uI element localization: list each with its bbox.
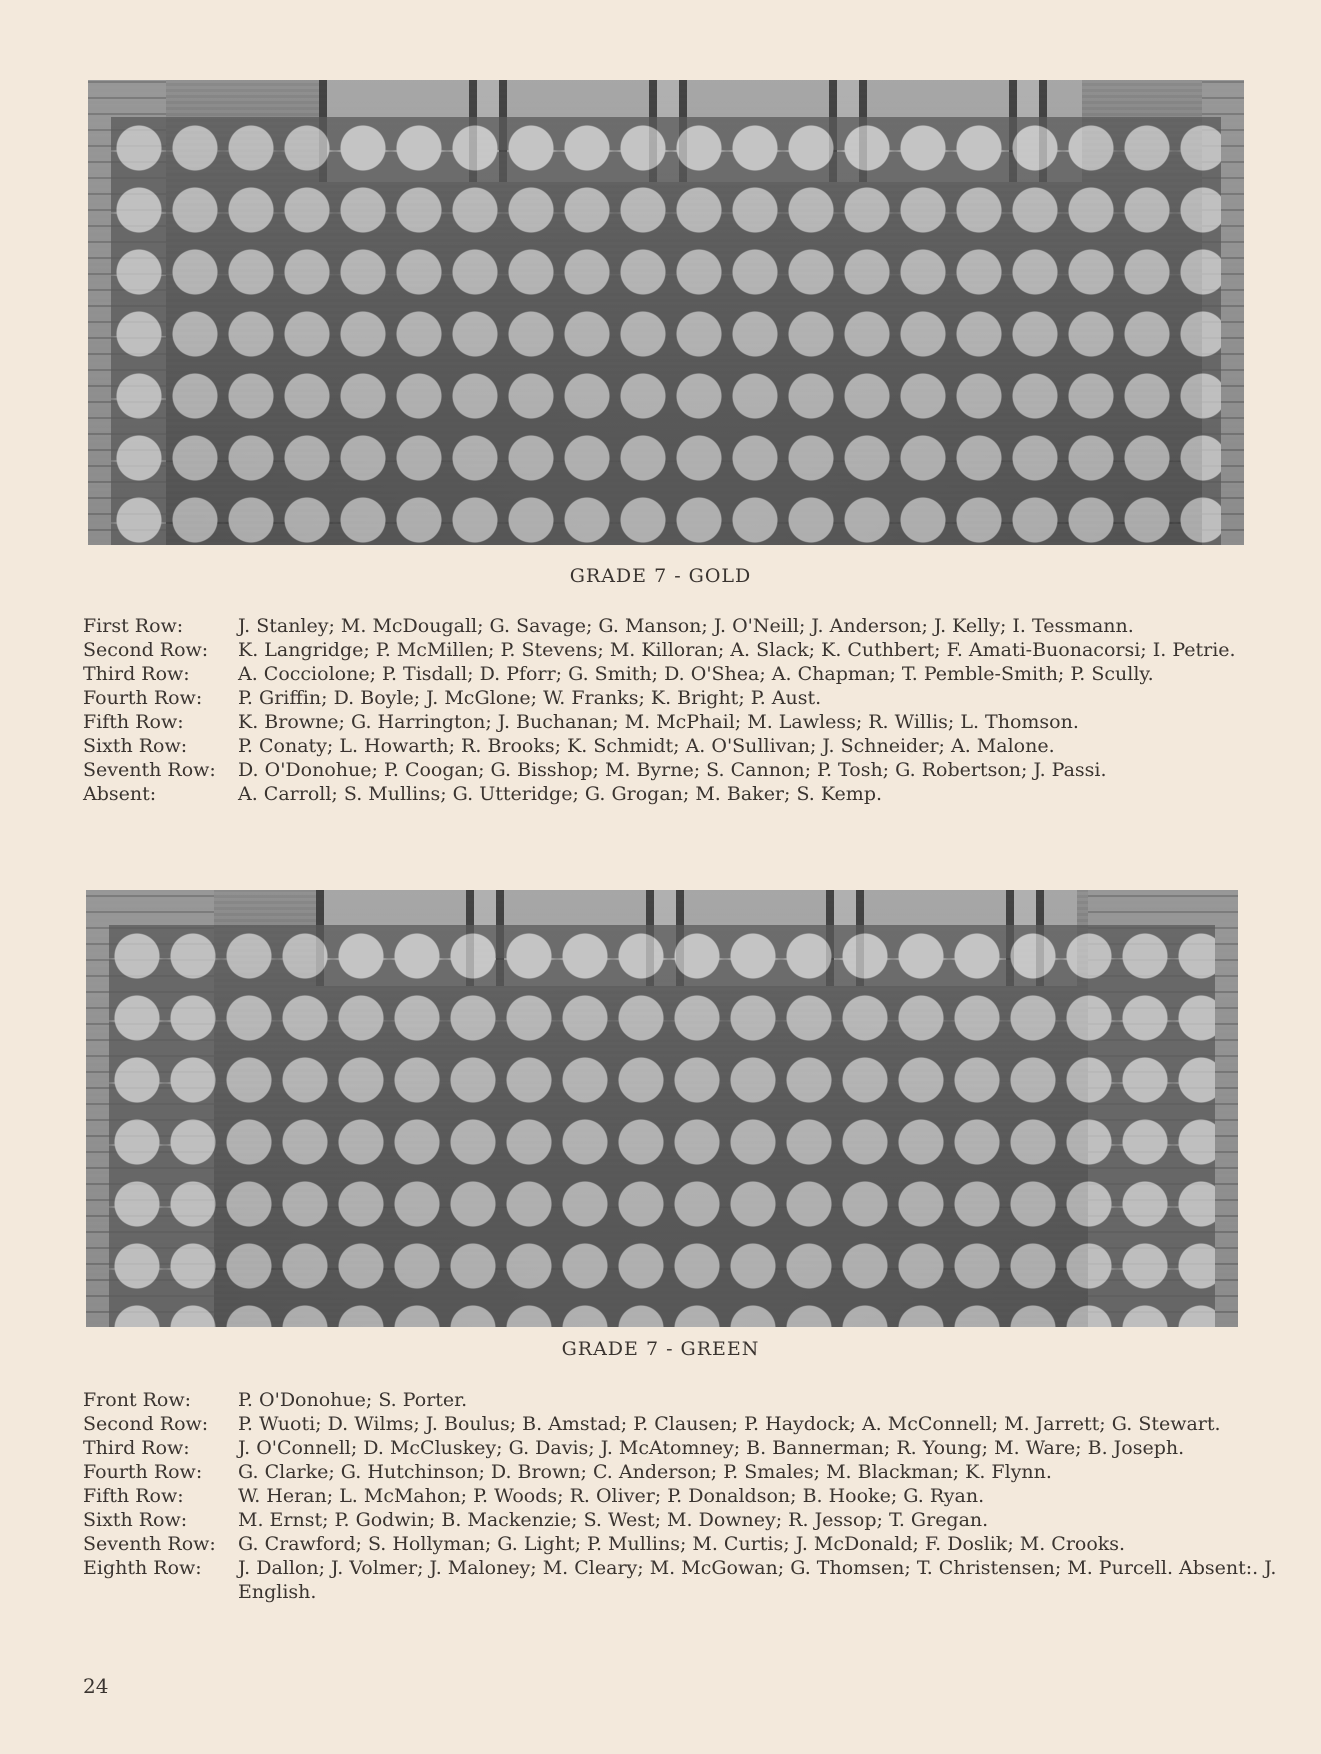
row-label: Fourth Row:: [83, 1461, 203, 1483]
green-caption: GRADE 7 - GREEN: [561, 1338, 760, 1360]
roster-row: [83, 638, 1303, 662]
roster-row: [83, 1460, 1303, 1484]
row-label: Third Row:: [83, 663, 190, 685]
students-group: [109, 925, 1215, 1327]
row-names: W. Heran; L. McMahon; P. Woods; R. Oliver; P. Donaldson; B. Hooke; G. Ryan.: [238, 1485, 985, 1507]
row-names: P. O'Donohue; S. Porter.: [238, 1389, 468, 1411]
row-names: P. Wuoti; D. Wilms; J. Boulus; B. Amstad; P. Clausen; P. Haydock; A. McConnell; M. Jarrett; G. Stewart.: [238, 1413, 1221, 1435]
row-label: Fifth Row:: [83, 711, 184, 733]
row-label: Third Row:: [83, 1437, 190, 1459]
row-label: Sixth Row:: [83, 735, 188, 757]
roster-row: [83, 1388, 1303, 1412]
gold-roster: [83, 614, 1303, 806]
class-photo-gold: [88, 80, 1244, 545]
green-roster: [83, 1388, 1303, 1604]
roster-row: [83, 1532, 1303, 1556]
row-names: M. Ernst; P. Godwin; B. Mackenzie; S. West; M. Downey; R. Jessop; T. Gregan.: [238, 1509, 989, 1531]
roster-row: [83, 614, 1303, 638]
row-names: K. Browne; G. Harrington; J. Buchanan; M. McPhail; M. Lawless; R. Willis; L. Thomson.: [238, 711, 1079, 733]
students-group: [111, 117, 1221, 545]
roster-row: [83, 734, 1303, 758]
gold-caption: GRADE 7 - GOLD: [569, 565, 752, 587]
roster-row: [83, 758, 1303, 782]
row-label: Second Row:: [83, 1413, 209, 1435]
roster-row: [83, 1484, 1303, 1508]
roster-row: [83, 782, 1303, 806]
row-names: P. Griffin; D. Boyle; J. McGlone; W. Franks; K. Bright; P. Aust.: [238, 687, 822, 709]
row-label: Sixth Row:: [83, 1509, 188, 1531]
roster-row: [83, 686, 1303, 710]
row-label: Seventh Row:: [83, 759, 216, 781]
row-label: Fifth Row:: [83, 1485, 184, 1507]
row-names: A. Cocciolone; P. Tisdall; D. Pforr; G. Smith; D. O'Shea; A. Chapman; T. Pemble-Smith; P. Scully.: [238, 663, 1154, 685]
roster-row: [83, 1508, 1303, 1532]
class-photo-green: [86, 890, 1238, 1327]
row-label: Fourth Row:: [83, 687, 203, 709]
row-names: G. Crawford; S. Hollyman; G. Light; P. Mullins; M. Curtis; J. McDonald; F. Doslik; M. Crooks.: [238, 1533, 1126, 1555]
row-names: G. Clarke; G. Hutchinson; D. Brown; C. Anderson; P. Smales; M. Blackman; K. Flynn.: [238, 1461, 1052, 1483]
row-label: Eighth Row:: [83, 1557, 202, 1579]
row-names: D. O'Donohue; P. Coogan; G. Bisshop; M. Byrne; S. Cannon; P. Tosh; G. Robertson; J. Passi.: [238, 759, 1107, 781]
row-names: K. Langridge; P. McMillen; P. Stevens; M. Killoran; A. Slack; K. Cuthbert; F. Amati-Buonacorsi; I. Petrie.: [238, 639, 1236, 661]
roster-row: [83, 1556, 1303, 1604]
roster-row: [83, 710, 1303, 734]
row-label: Absent:: [83, 783, 157, 805]
row-label: Second Row:: [83, 639, 209, 661]
row-names: P. Conaty; L. Howarth; R. Brooks; K. Schmidt; A. O'Sullivan; J. Schneider; A. Malone.: [238, 735, 1055, 757]
row-label: First Row:: [83, 615, 184, 637]
row-names: A. Carroll; S. Mullins; G. Utteridge; G. Grogan; M. Baker; S. Kemp.: [238, 783, 883, 805]
row-label: Seventh Row:: [83, 1533, 216, 1555]
row-names: J. Dallon; J. Volmer; J. Maloney; M. Cleary; M. McGowan; G. Thomsen; T. Christensen; M. Purcell. Absent:. J. English.: [238, 1557, 1277, 1603]
row-names: J. Stanley; M. McDougall; G. Savage; G. Manson; J. O'Neill; J. Anderson; J. Kelly; I. Tessmann.: [238, 615, 1134, 637]
row-names: J. O'Connell; D. McCluskey; G. Davis; J. McAtomney; B. Bannerman; R. Young; M. Ware; B. Joseph.: [238, 1437, 1185, 1459]
roster-row: [83, 662, 1303, 686]
roster-row: [83, 1412, 1303, 1436]
row-label: Front Row:: [83, 1389, 192, 1411]
roster-row: [83, 1436, 1303, 1460]
page-number: 24: [83, 1674, 109, 1698]
